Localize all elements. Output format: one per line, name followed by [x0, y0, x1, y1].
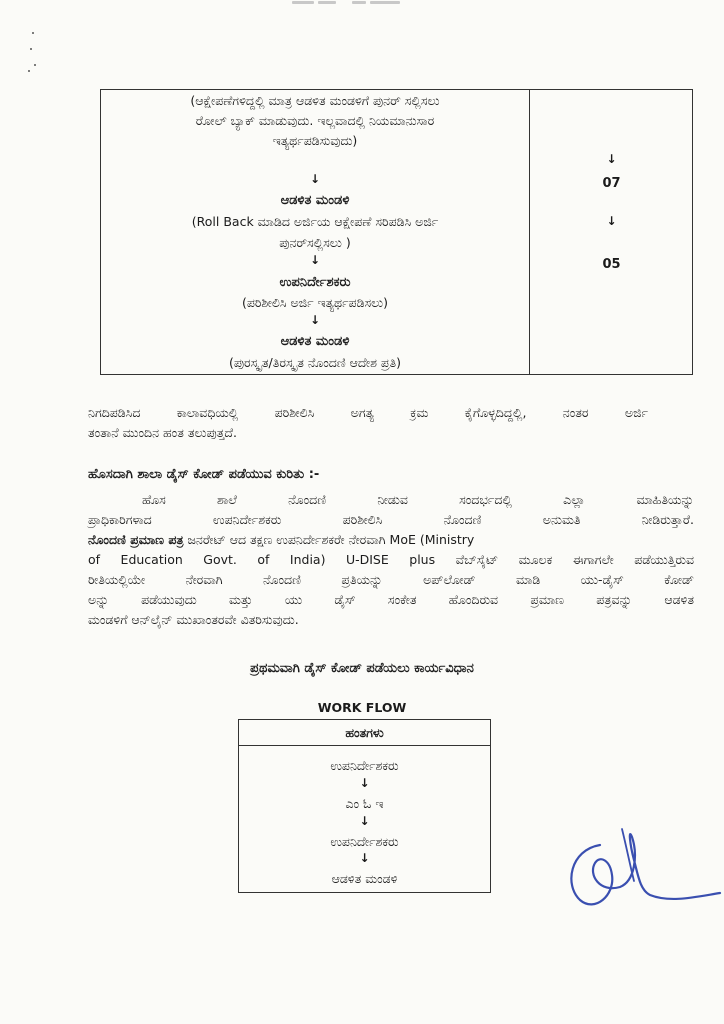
table-line: (Roll Back ಮಾಡಿದ ಅರ್ಜಿಯ ಆಕ್ಷೇಪಣೆ ಸರಿಪಡಿಸಿ ಅರ್ಜಿ [191, 214, 439, 229]
section-heading: ಹೊಸದಾಗಿ ಶಾಲಾ ಡೈಸ್ ಕೋಡ್ ಪಡೆಯುವ ಕುರಿತು :- [88, 467, 320, 482]
step-title: ಆಡಳಿತ ಮಂಡಳಿ [280, 334, 350, 349]
para-line: of Education Govt. of India) U-DISE plus ವೆಬ್‌ಸೈಟ್ ಮೂಲಕ ಈಗಾಗಲೇ ಪಡೆಯುತ್ತಿರುವ [88, 552, 694, 567]
paragraph-2 [88, 490, 694, 630]
procedure-heading: ಪ್ರಥಮವಾಗಿ ಡೈಸ್ ಕೋಡ್ ಪಡೆಯಲು ಕಾರ್ಯವಿಧಾನ [250, 661, 474, 676]
down-arrow-icon: ↓ [309, 172, 321, 186]
down-arrow-icon: ↓ [359, 851, 370, 865]
days-column [530, 90, 693, 374]
steps-column [101, 90, 529, 374]
para-line: ತಂತಾನೆ ಮುಂದಿನ ಹಂತ ತಲುಪುತ್ತದೆ. [88, 425, 237, 440]
para-line: ಪ್ರಾಧಿಕಾರಿಗಳಾದ ಉಪನಿರ್ದೇಶಕರು ಪರಿಶೀಲಿಸಿ ನೊಂದಣಿ ಅನುಮತಿ ನೀಡಿರುತ್ತಾರೆ. [88, 512, 694, 527]
workflow-step: ಉಪನಿರ್ದೇಶಕರು [330, 758, 399, 773]
para-line: ಹೊಸ ಶಾಲೆ ನೊಂದಣಿ ನೀಡುವ ಸಂದರ್ಭದಲ್ಲಿ ಎಲ್ಲಾ ಮಾಹಿತಿಯನ್ನು [142, 492, 694, 507]
scan-dots [30, 28, 40, 78]
days-value: 05 [602, 257, 621, 272]
workflow-step: ಆಡಳಿತ ಮಂಡಳಿ [331, 871, 398, 886]
para-line: ಮಂಡಳಿಗೆ ಆನ್‌ಲೈನ್ ಮುಖಾಂತರವೇ ವಿತರಿಸುವುದು. [88, 612, 299, 627]
table-line: (ಆಕ್ಷೇಪಣೆಗಳಿದ್ದಲ್ಲಿ ಮಾತ್ರ ಆಡಳಿತ ಮಂಡಳಿಗೆ ಪುನರ್ ಸಲ್ಲಿಸಲು [190, 93, 440, 108]
down-arrow-icon: ↓ [606, 214, 617, 228]
paragraph-1 [88, 403, 648, 443]
days-value: 07 [602, 176, 621, 191]
certificate-term: ನೊಂದಣಿ ಪ್ರಮಾಣ ಪತ್ರ [88, 532, 184, 547]
workflow-header: ಹಂತಗಳು [239, 720, 490, 746]
table-line: ರೋಲ್ ಬ್ಯಾಕ್ ಮಾಡುವುದು. ಇಲ್ಲವಾದಲ್ಲಿ ನಿಯಮಾನುಸಾರ [195, 113, 435, 128]
step-title: ಆಡಳಿತ ಮಂಡಳಿ [280, 193, 350, 208]
down-arrow-icon: ↓ [359, 776, 370, 790]
para-text: ಜನರೇಟ್ ಆದ ತಕ್ಷಣ ಉಪನಿರ್ದೇಶಕರೇ ನೇರವಾಗಿ MoE (Ministry [187, 532, 475, 547]
scan-artifact [292, 0, 412, 8]
table-line: ಪುನರ್‌ಸಲ್ಲಿಸಲು ) [279, 235, 351, 250]
down-arrow-icon: ↓ [309, 253, 321, 267]
down-arrow-icon: ↓ [606, 152, 617, 166]
down-arrow-icon: ↓ [309, 313, 321, 327]
table-line: ಇತ್ಯರ್ಥಪಡಿಸುವುದು) [272, 133, 358, 148]
para-line: ಅನ್ನು ಪಡೆಯುವುದು ಮತ್ತು ಯು ಡೈಸ್ ಸಂಕೇತ ಹೊಂದಿರುವ ಪ್ರಮಾಣ ಪತ್ರವನ್ನು ಆಡಳಿತ [88, 592, 694, 607]
process-table [100, 89, 693, 375]
down-arrow-icon: ↓ [359, 814, 370, 828]
para-line: ನಿಗದಿಪಡಿಸಿದ ಕಾಲಾವಧಿಯಲ್ಲಿ ಪರಿಶೀಲಿಸಿ ಅಗತ್ಯ ಕ್ರಮ ಕೈಗೊಳ್ಳದಿದ್ದಲ್ಲಿ, ನಂತರ ಅರ್ಜಿ [88, 405, 648, 420]
signature-icon [560, 815, 724, 925]
workflow-step: ಉಪನಿರ್ದೇಶಕರು [330, 834, 399, 849]
para-line [88, 530, 694, 550]
table-line: (ಪುರಸ್ಕೃತ/ತಿರಸ್ಕೃತ ನೊಂದಣಿ ಆದೇಶ ಪ್ರತಿ) [228, 355, 401, 370]
workflow-step: ಎಂ ಓ ಇ [345, 796, 384, 811]
step-title: ಉಪನಿರ್ದೇಶಕರು [279, 275, 351, 290]
workflow-title: WORK FLOW [317, 700, 407, 715]
table-line: (ಪರಿಶೀಲಿಸಿ ಅರ್ಜಿ ಇತ್ಯರ್ಥಪಡಿಸಲು) [241, 295, 389, 310]
para-line: ರೀತಿಯಲ್ಲಿಯೇ ನೇರವಾಗಿ ನೊಂದಣಿ ಪ್ರತಿಯನ್ನು ಅಪ್‌ಲೋಡ್ ಮಾಡಿ ಯು-ಡೈಸ್ ಕೋಡ್ [88, 572, 694, 587]
workflow-box [238, 719, 491, 893]
